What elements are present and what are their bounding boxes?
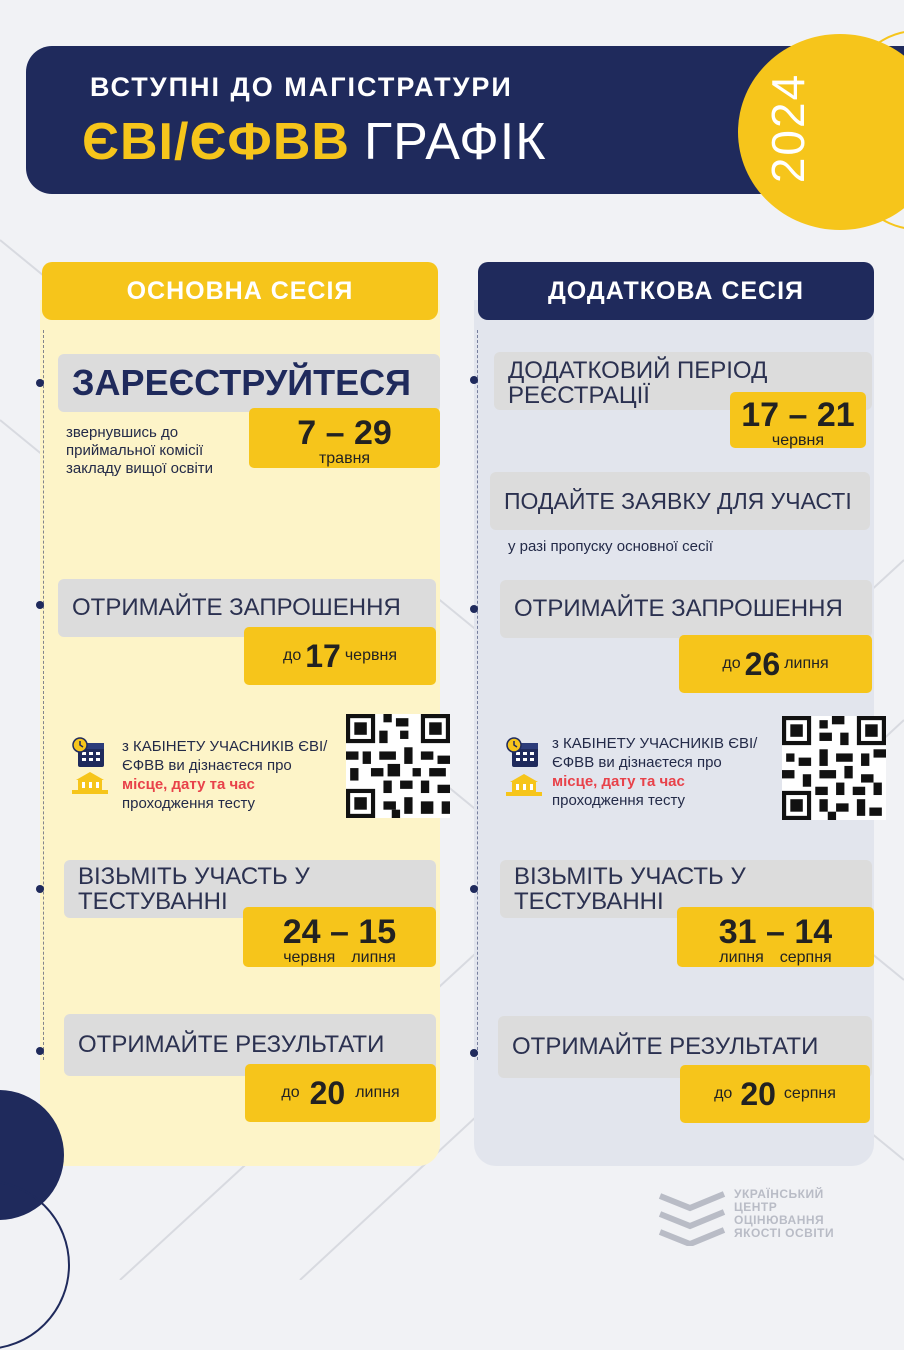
timeline-dot xyxy=(470,1049,478,1057)
extra-test-step: ВІЗЬМІТЬ УЧАСТЬ У ТЕСТУВАННІ xyxy=(500,860,872,918)
invite-deadline: до 17 червня xyxy=(244,627,436,685)
extra-invite-deadline: до 26 липня xyxy=(679,635,872,693)
timeline-dot xyxy=(470,376,478,384)
extra-test-dates: 31 – 14 липня серпня xyxy=(677,907,874,967)
calendar-clock-icon xyxy=(72,737,106,769)
footer-logo-text: УКРАЇНСЬКИЙ ЦЕНТР ОЦІНЮВАННЯ ЯКОСТІ ОСВІТИ xyxy=(734,1187,835,1240)
header-subtitle: ВСТУПНІ ДО МАГІСТРАТУРИ xyxy=(90,72,513,102)
apply-step: ПОДАЙТЕ ЗАЯВКУ ДЛЯ УЧАСТІ xyxy=(490,472,870,530)
timeline-dot xyxy=(36,1047,44,1055)
timeline-dot xyxy=(470,885,478,893)
main-timeline xyxy=(43,330,44,1060)
invite-step: ОТРИМАЙТЕ ЗАПРОШЕННЯ xyxy=(58,579,436,637)
extra-register-step: ДОДАТКОВИЙ ПЕРІОД РЕЄСТРАЦІЇ xyxy=(494,352,872,410)
ucoyo-logo-icon xyxy=(656,1186,728,1246)
extra-timeline xyxy=(477,330,478,1060)
calendar-clock-icon xyxy=(506,737,540,769)
building-icon xyxy=(504,772,544,798)
test-step: ВІЗЬМІТЬ УЧАСТЬ У ТЕСТУВАННІ xyxy=(64,860,436,918)
extra-results-step: ОТРИМАЙТЕ РЕЗУЛЬТАТИ xyxy=(498,1016,872,1078)
register-step xyxy=(58,354,440,412)
qr-code-icon[interactable] xyxy=(346,714,450,818)
header-title-rest: ГРАФІК xyxy=(363,113,547,171)
header-title xyxy=(82,112,547,172)
timeline-dot xyxy=(470,605,478,613)
extra-session-heading: ДОДАТКОВА СЕСІЯ xyxy=(478,262,874,320)
apply-note: у разі пропуску основної сесії xyxy=(508,538,713,555)
cabinet-info: з КАБІНЕТУ УЧАСНИКІВ ЄВІ/ ЄФВВ ви дізнаєтеся про місце, дату та час проходження тесту xyxy=(122,738,328,812)
building-icon xyxy=(70,770,110,796)
test-dates: 24 – 15 червня липня xyxy=(243,907,436,967)
main-session-heading: ОСНОВНА СЕСІЯ xyxy=(42,262,438,320)
extra-register-dates: 17 – 21 червня xyxy=(730,392,866,448)
extra-invite-step: ОТРИМАЙТЕ ЗАПРОШЕННЯ xyxy=(500,580,872,638)
header-title-accent: ЄВІ/ЄФВВ xyxy=(82,113,350,171)
year-label: 2024 xyxy=(762,72,814,184)
timeline-dot xyxy=(36,885,44,893)
qr-code-icon[interactable] xyxy=(782,716,886,820)
extra-cabinet-info: з КАБІНЕТУ УЧАСНИКІВ ЄВІ/ ЄФВВ ви дізнаєтеся про місце, дату та час проходження тесту xyxy=(552,735,758,809)
results-step: ОТРИМАЙТЕ РЕЗУЛЬТАТИ xyxy=(64,1014,436,1076)
register-note: звернувшись до приймальної комісії закладу вищої освіти xyxy=(66,424,214,477)
corner-ring-decoration xyxy=(0,1180,70,1350)
results-deadline: до 20 липня xyxy=(245,1064,436,1122)
register-label: ЗАРЕЄСТРУЙТЕСЯ xyxy=(72,362,411,403)
timeline-dot xyxy=(36,379,44,387)
register-dates: 7 – 29 травня xyxy=(249,408,440,468)
timeline-dot xyxy=(36,601,44,609)
extra-results-deadline: до 20 серпня xyxy=(680,1065,870,1123)
